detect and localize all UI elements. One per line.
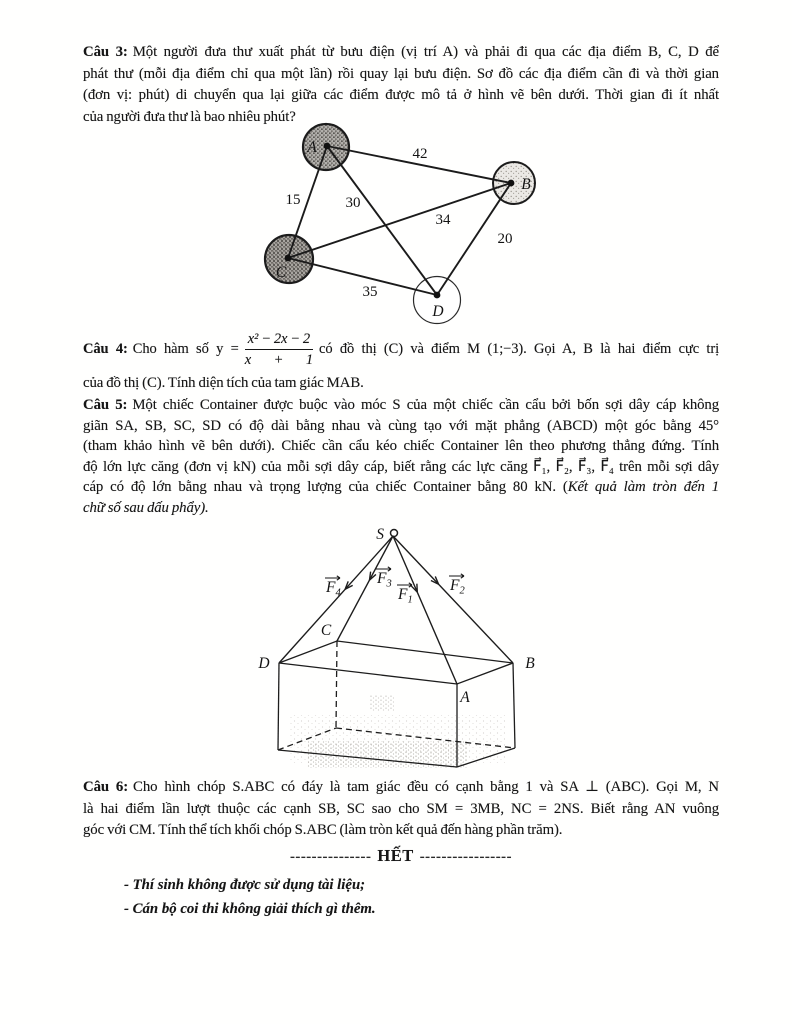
q6-line-3: góc với CM. Tính thể tích khối chóp S.ABC (làm tròn kết quả đến hàng phần trăm). <box>83 822 563 839</box>
graph-nodes-circles <box>265 124 535 324</box>
question-4 <box>83 326 719 395</box>
force-f3 <box>376 567 392 590</box>
box-top-face <box>279 641 513 684</box>
node-d-label: D <box>432 303 444 320</box>
q4-line-1 <box>83 326 719 373</box>
q4-pre-text: Cho hàm số y = <box>132 341 239 357</box>
vertex-c-label: C <box>320 622 332 639</box>
force-f1 <box>397 583 413 606</box>
q3-line-3: (đơn vị: phút) di chuyển qua lại giữa các điểm được mô tả ở hình vẽ bên dưới. Thời gian đi ít nhất <box>83 87 719 104</box>
node-a-label: A <box>307 139 317 156</box>
cables <box>279 536 513 684</box>
edge-a-b-weight: 42 <box>412 146 428 162</box>
q6-line-1 <box>83 777 719 799</box>
edge-a-c-weight: 15 <box>285 192 301 208</box>
scan-noise-wide <box>290 715 505 763</box>
q5-line-6: chữ số sau dấu phẩy). <box>83 499 209 516</box>
q4-label: Câu 4: <box>83 341 128 357</box>
q5-line-1 <box>83 395 719 416</box>
node-c-label: C <box>275 264 287 281</box>
footer-note-1: - Thí sinh không được sử dụng tài liệu; <box>124 877 366 893</box>
q5-line-4: độ lớn lực căng (đơn vị kN) của mỗi sợi dây cáp, biết rằng các lực căng F⃗₁, F⃗₂, F⃗₃, F⃗₄ trên mỗi sợi dây <box>83 458 719 475</box>
end-dashes-left: --------------- <box>289 849 372 865</box>
node-c-dot <box>285 255 292 262</box>
cable-s-a <box>393 536 457 684</box>
edge-a-d-weight: 30 <box>345 195 361 211</box>
q5-line-2: giãn SA, SB, SC, SD có độ dài bằng nhau và cùng tạo với mặt phẳng (ABCD) một góc bằng 45° <box>83 417 719 434</box>
force-f2 <box>449 574 465 597</box>
q4-post-text: có đồ thị (C) và điểm M (1;−3). Gọi A, B là hai điểm cực trị <box>319 341 720 357</box>
vertex-a-label: A <box>460 689 470 706</box>
q3-text-1: Một người đưa thư xuất phát từ bưu điện (vị trí A) và phải đi qua các địa điểm B, C, D để <box>132 44 720 60</box>
force-f2-text: $F_2$ <box>450 577 465 597</box>
q5-label: Câu 5: <box>83 397 128 413</box>
q5-text-1: Một chiếc Container được buộc vào móc S của một chiếc cần cẩu bởi bốn sợi dây cáp không <box>132 397 720 413</box>
q3-line-4: của người đưa thư là bao nhiêu phút? <box>83 109 296 126</box>
box-edge-c-vertical-hidden <box>336 641 337 728</box>
hook-label: S <box>376 526 384 543</box>
q3-label: Câu 3: <box>83 44 128 60</box>
edge-c-b <box>285 183 511 258</box>
container-figure <box>230 515 560 780</box>
vertex-b-label: B <box>525 655 535 672</box>
node-d-dot <box>434 292 441 299</box>
box-edge-d-vertical <box>278 663 279 750</box>
question-6 <box>83 777 719 842</box>
q5-line-5 <box>83 477 719 498</box>
q6-line-2: là hai điểm lần lượt thuộc các cạnh SB, SC sao cho SM = 3MB, NC = 2NS. Biết rằng AN vuông <box>83 800 719 817</box>
footer-notes <box>124 874 624 921</box>
q5-text-5: cáp có độ lớn bằng nhau và trọng lượng của chiếc Container bằng 80 kN. ( <box>83 479 568 496</box>
fraction-denominator: x + 1 <box>244 352 313 369</box>
box-vertex-labels <box>257 622 535 706</box>
end-dashes-right: ----------------- <box>419 849 513 865</box>
node-b-dot <box>508 180 515 187</box>
q6-label: Câu 6: <box>83 779 129 795</box>
force-f3-text: $F_3$ <box>377 570 392 590</box>
vertex-d-label: D <box>258 655 270 672</box>
q3-line-2: phát thư (mỗi địa điểm chỉ qua một lần) rồi quay lại bưu điện. Sơ đồ các địa điểm cần đi và thời gian <box>83 65 719 82</box>
node-b-label: B <box>521 176 531 193</box>
force-f4-text: $F_4$ <box>326 579 341 599</box>
edge-c-d-weight: 35 <box>362 284 378 300</box>
fraction-numerator: x² − 2x − 2 <box>245 330 313 350</box>
q3-line-1 <box>83 42 719 64</box>
math-fraction <box>245 330 313 369</box>
edge-c-b-weight: 34 <box>435 212 451 228</box>
q5-line-3: (tham khảo hình vẽ bên dưới). Chiếc cần cẩu kéo chiếc Container lên theo phương thẳng đứng. Tính <box>83 438 719 455</box>
footer-note-2: - Cán bộ coi thi không giải thích gì thêm. <box>124 900 376 917</box>
q4-line-2: của đồ thị (C). Tính diện tích của tam giác MAB. <box>83 375 364 391</box>
force-f1-text: $F_1$ <box>398 586 413 606</box>
cable-s-d <box>279 536 393 663</box>
q6-text-1: Cho hình chóp S.ABC có đáy là tam giác đều có cạnh bằng 1 và SA ⊥ (ABC). Gọi M, N <box>133 779 720 795</box>
question-5 <box>83 395 719 519</box>
edge-b-d-weight: 20 <box>497 231 513 247</box>
scan-noise-patch <box>370 695 394 711</box>
crane-hook <box>391 530 398 537</box>
graph-figure <box>245 120 555 328</box>
end-marker <box>83 846 719 866</box>
node-a-dot <box>324 143 331 150</box>
end-word: HẾT <box>377 846 414 865</box>
force-f4 <box>325 576 341 599</box>
q5-note-start: Kết quả làm tròn đến 1 <box>567 479 719 496</box>
question-3 <box>83 42 719 129</box>
box-edge-b-vertical <box>513 663 515 748</box>
